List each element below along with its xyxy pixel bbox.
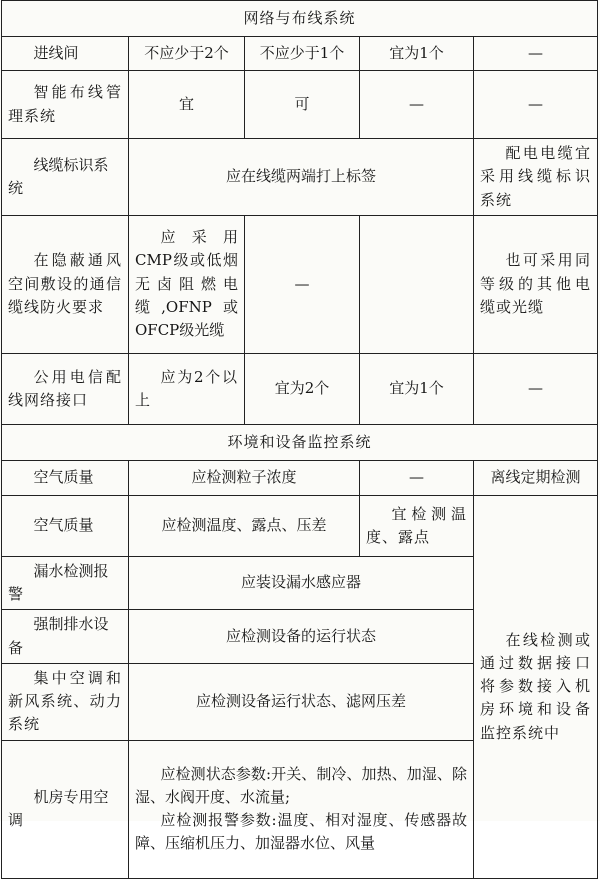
table-cell: 应检测粒子浓度 <box>129 460 360 495</box>
row-label: 集中空调和新风系统、动力系统 <box>2 663 129 740</box>
table-row <box>2 37 598 71</box>
section-title-environment: 环境和设备监控系统 <box>2 424 598 460</box>
table-cell: 离线定期检测 <box>474 460 598 495</box>
table-cell: 宜为2个 <box>245 353 360 424</box>
row-label: 空气质量 <box>2 495 129 556</box>
table-cell: 配电电缆宜采用线缆标识系统 <box>474 139 598 216</box>
table-cell: 应在线缆两端打上标签 <box>129 139 474 216</box>
table-cell-merged: 在线检测或通过数据接口将参数接入机房环境和设备监控系统中 <box>474 495 598 878</box>
table-cell: 应检测设备的运行状态 <box>129 610 474 664</box>
table-cell: 应检测温度、露点、压差 <box>129 495 360 556</box>
section-header-row <box>2 1 598 37</box>
table-cell: — <box>474 71 598 139</box>
table-cell: 应装设漏水感应器 <box>129 556 474 610</box>
table-cell: 也可采用同等级的其他电缆或光缆 <box>474 215 598 353</box>
table-cell: 宜为1个 <box>360 353 474 424</box>
table-row <box>2 71 598 139</box>
table-cell: 宜 <box>129 71 245 139</box>
table-cell: — <box>474 37 598 71</box>
table-cell: — <box>360 460 474 495</box>
table-cell <box>360 215 474 353</box>
table-cell <box>129 740 474 878</box>
table-cell: — <box>360 71 474 139</box>
table-cell: — <box>245 215 360 353</box>
row-label: 进线间 <box>2 37 129 71</box>
row-label: 漏水检测报警 <box>2 556 129 610</box>
requirements-table <box>1 0 598 879</box>
table-row <box>2 495 598 556</box>
table-cell: 不应少于2个 <box>129 37 245 71</box>
table-row <box>2 353 598 424</box>
section-header-row <box>2 424 598 460</box>
table-cell: — <box>474 353 598 424</box>
table-row <box>2 460 598 495</box>
row-label: 空气质量 <box>2 460 129 495</box>
table-row <box>2 215 598 353</box>
row-label: 在隐蔽通风空间敷设的通信缆线防火要求 <box>2 215 129 353</box>
paragraph: 应检测状态参数:开关、制冷、加热、加湿、除湿、水阀开度、水流量; <box>135 764 467 806</box>
table-cell: 可 <box>245 71 360 139</box>
row-label: 机房专用空调 <box>2 740 129 878</box>
section-title-network: 网络与布线系统 <box>2 1 598 37</box>
table-cell: 应采用CMP级或低烟无卤阻燃电缆,OFNP或OFCP级光缆 <box>129 215 245 353</box>
row-label: 线缆标识系统 <box>2 139 129 216</box>
row-label: 智能布线管理系统 <box>2 71 129 139</box>
table-cell: 不应少于1个 <box>245 37 360 71</box>
row-label: 公用电信配线网络接口 <box>2 353 129 424</box>
table-row <box>2 139 598 216</box>
table-cell: 宜为1个 <box>360 37 474 71</box>
table-cell: 应检测设备运行状态、滤网压差 <box>129 663 474 740</box>
table-cell: 应为2个以上 <box>129 353 245 424</box>
paragraph: 应检测报警参数:温度、相对湿度、传感器故障、压缩机压力、加湿器水位、风量 <box>135 811 467 853</box>
table-cell: 宜检测温度、露点 <box>360 495 474 556</box>
row-label: 强制排水设备 <box>2 610 129 664</box>
